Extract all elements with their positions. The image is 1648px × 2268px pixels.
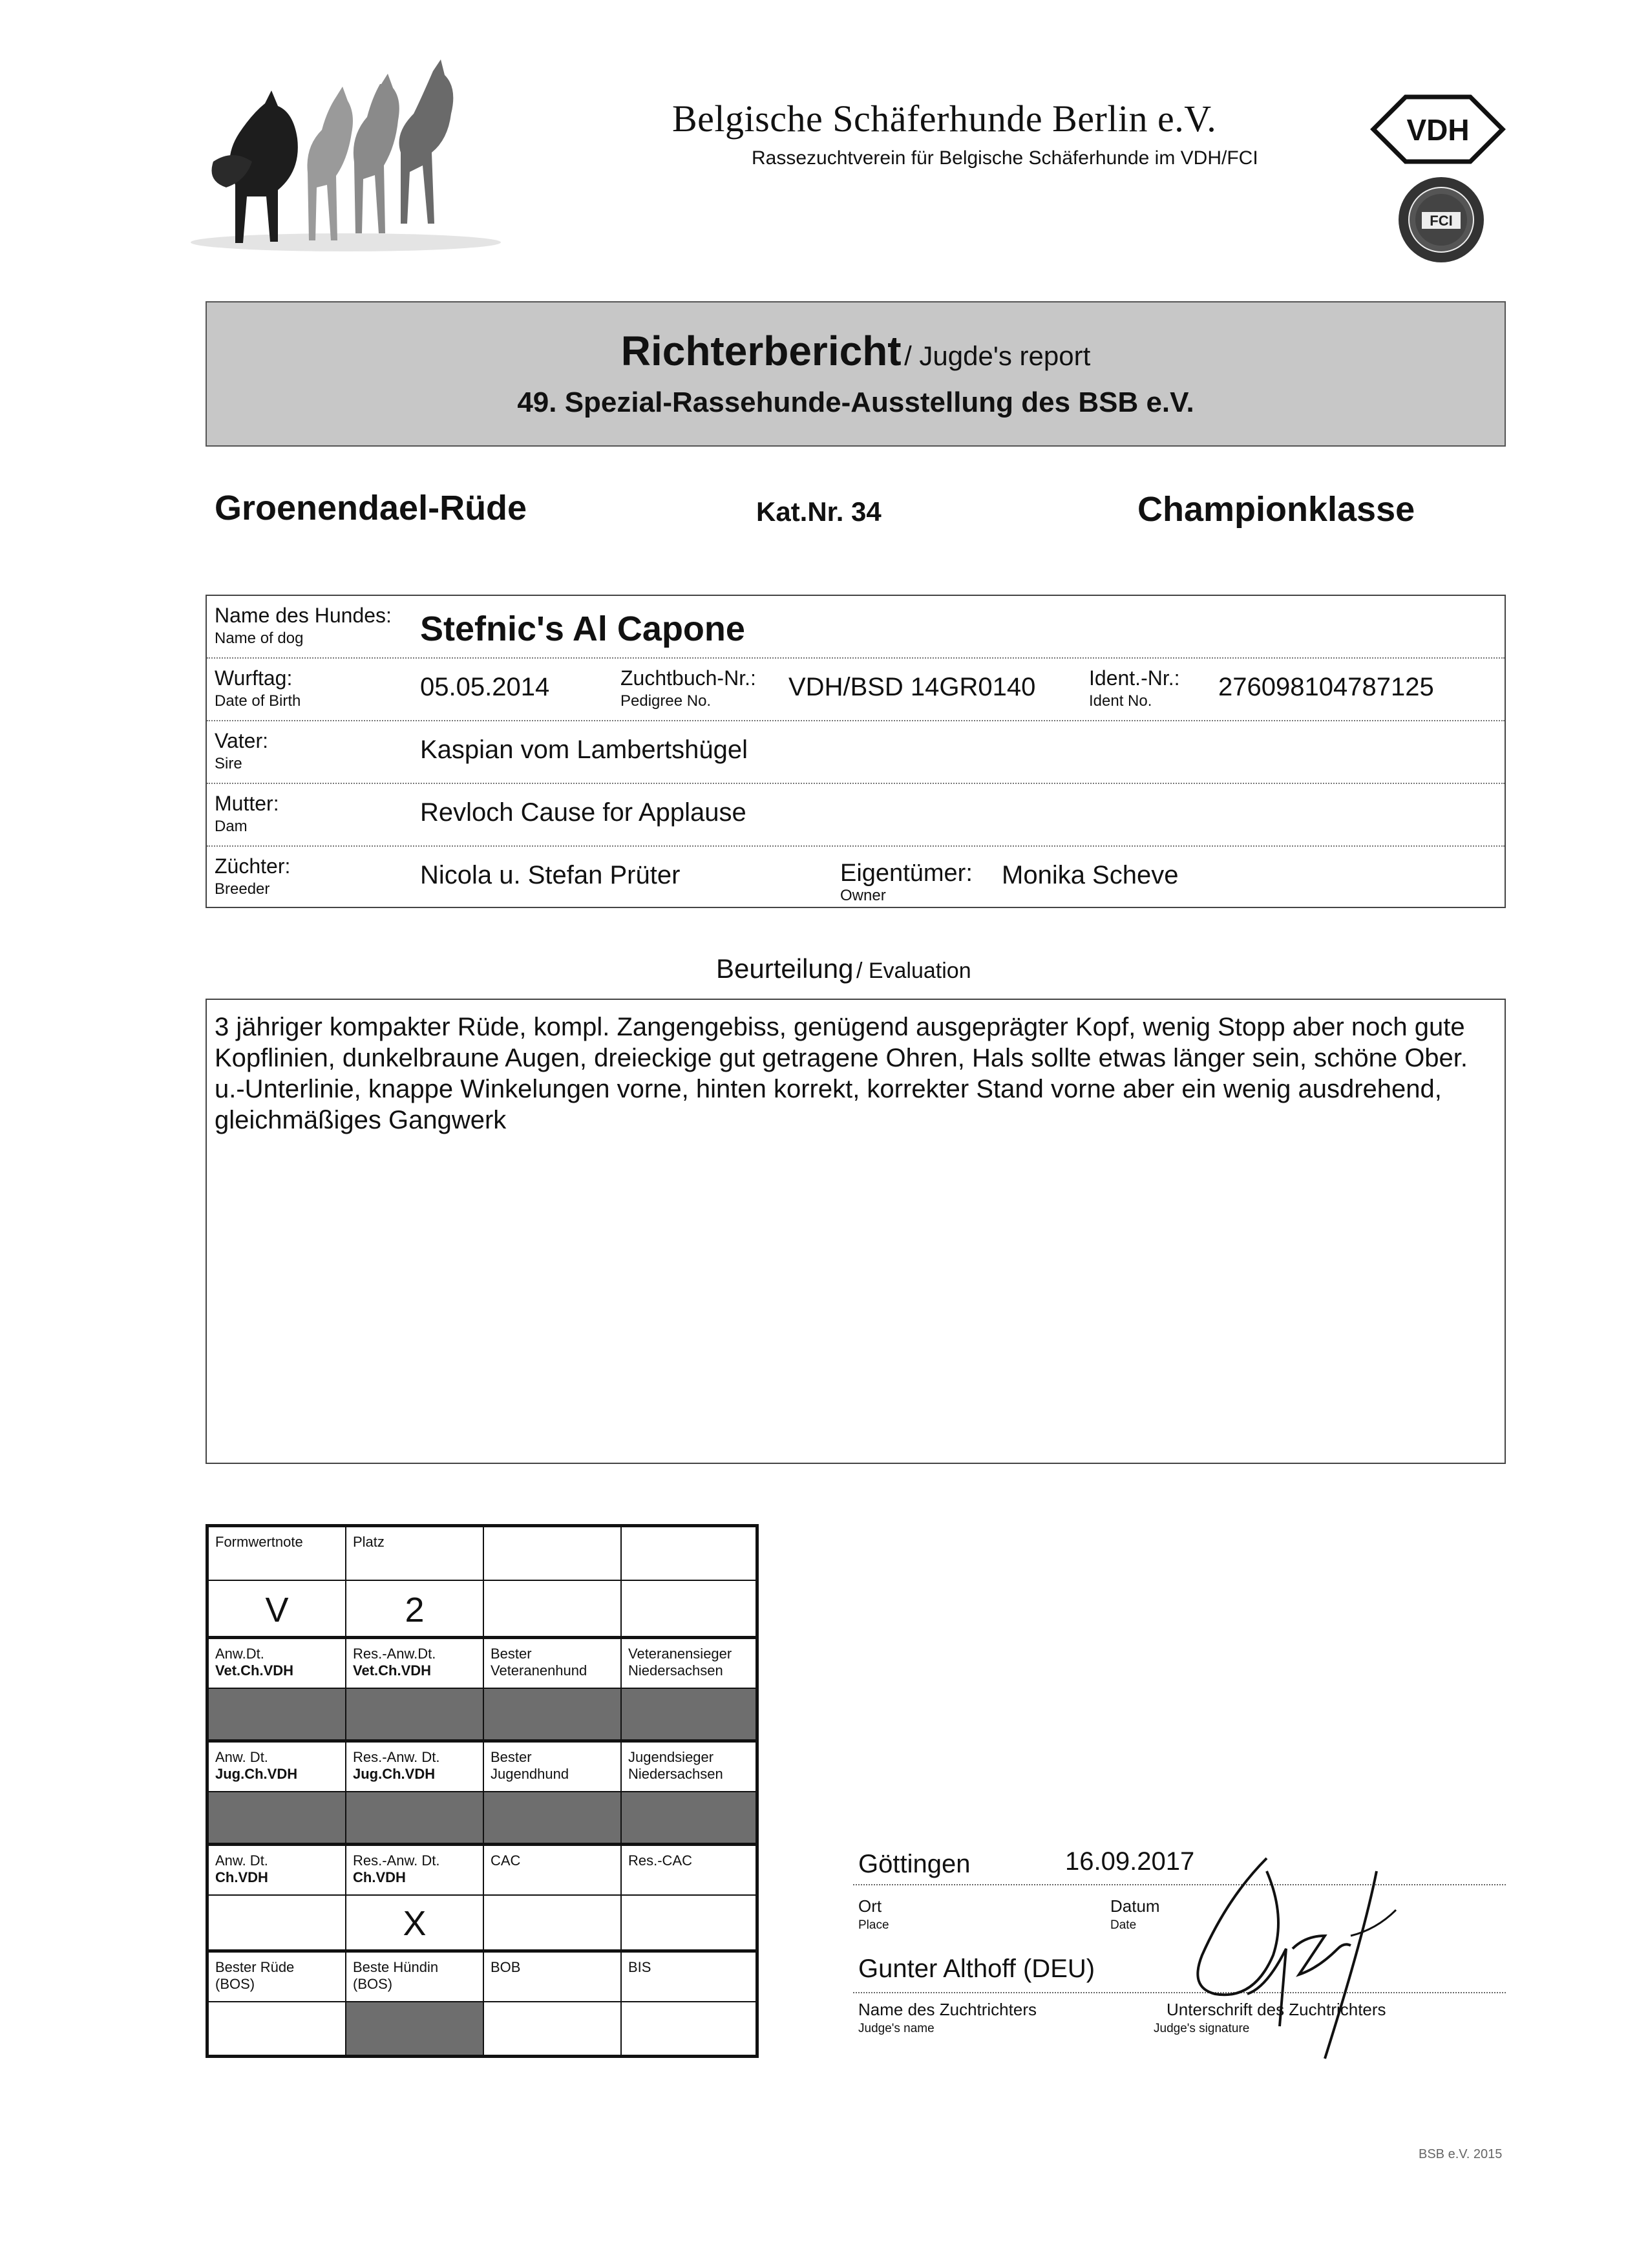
junior-winner-label: Jugendsieger Niedersachsen [628,1749,723,1782]
club-subtitle: Rassezuchtverein für Belgische Schäferhunde im VDH/FCI [752,147,1258,169]
judge-name-label: Name des Zuchtrichters [858,2000,1037,2019]
grid-header-row [209,1527,755,1581]
row-dog-name [207,596,1505,659]
row-sire [207,721,1505,784]
bis-label: BIS [628,1959,651,1975]
form-version: BSB e.V. 2015 [1419,2147,1503,2161]
veteran-winner-label: Veteranensieger Niedersachsen [628,1646,732,1679]
grid-empty-cell [622,1527,759,1580]
junior-label-row [209,1743,755,1792]
place-label: Ort [858,1896,882,1916]
fci-logo [1396,175,1486,265]
dam-value: Revloch Cause for Applause [420,798,746,827]
judge-name-label-en: Judge's name [858,2022,935,2035]
evaluation-text: 3 jähriger kompakter Rüde, kompl. Zangengebiss, genügend ausgeprägter Kopf, wenig Stopp aber noch gute Kopflinien, dunkelbraune Augen, dreieckige gut getragene Ohren, Hals sollte etwas länger sein, schöne Ober. u.-Unterlinie, knappe Winkelungen vorne, hinten korrekt, korrekter Stand vorne aber ein wenig ausdrehend, gleichmäßiges Gangwerk [215,1013,1468,1134]
judge-signature [1183,1845,1454,2065]
grid-shaded-cell [622,1689,759,1739]
grid-empty-cell [484,1896,622,1949]
grid-shaded-cell [346,2002,484,2055]
vdh-logo [1370,94,1506,165]
best-male-label: Bester Rüde (BOS) [209,1953,346,2001]
platz-value: 2 [346,1581,484,1636]
label-breeder: Züchter: [215,854,291,878]
grid-shaded-cell [484,1792,622,1843]
evaluation-box [206,999,1506,1464]
label-pedigree-en: Pedigree No. [620,692,712,710]
formwertnote-label: Formwertnote [209,1527,346,1580]
pedigree-value: VDH/BSD 14GR0140 [788,673,1036,701]
owner-value: Monika Scheve [1002,861,1179,889]
best-female-label: Beste Hündin (BOS) [346,1953,484,2001]
label-dog-name-en: Name of dog [215,630,304,647]
place-value: Göttingen [858,1850,971,1878]
vet-anw-label: Anw.Dt. Vet.Ch.VDH [209,1639,346,1688]
grid-empty-cell [622,1581,759,1636]
ch-anw-label: Anw. Dt. Ch.VDH [209,1846,346,1894]
ident-value: 276098104787125 [1218,673,1434,701]
report-banner [206,301,1506,447]
grid-empty-cell [209,1896,346,1949]
label-sire: Vater: [215,729,268,752]
cac-label: CAC [484,1846,622,1894]
label-owner: Eigentümer: [840,860,973,887]
breeder-value: Nicola u. Stefan Prüter [420,861,681,889]
label-dam: Mutter: [215,792,279,815]
res-anw-ch-mark: X [346,1896,484,1949]
fci-logo-text: FCI [1430,213,1453,229]
label-sire-en: Sire [215,755,242,772]
platz-label: Platz [346,1527,484,1580]
label-dam-en: Dam [215,818,248,835]
ch-res-anw-label: Res.-Anw. Dt. Ch.VDH [346,1846,484,1894]
judge-name-value: Gunter Althoff (DEU) [858,1955,1095,1983]
catalog-number: Kat.Nr. 34 [756,496,882,527]
dog-info-table [206,595,1506,908]
report-title-en: / Jugde's report [904,341,1091,371]
sire-value: Kaspian vom Lambertshügel [420,736,748,764]
signature-label: Unterschrift des Zuchtrichters [1167,2000,1386,2019]
evaluation-title-en: / Evaluation [856,959,971,983]
grid-shaded-cell [622,1792,759,1843]
grid-value-row [209,1581,755,1639]
grid-shaded-cell [209,1689,346,1739]
grid-empty-cell [484,1581,622,1636]
veteran-shaded-row [209,1689,755,1743]
club-name: Belgische Schäferhunde Berlin e.V. [672,98,1217,140]
grid-shaded-cell [484,1689,622,1739]
champion-label-row [209,1846,755,1896]
best-veteran-label: Bester Veteranenhund [484,1639,622,1688]
grid-empty-cell [622,1896,759,1949]
grid-empty-cell [209,2002,346,2055]
jug-anw-label: Anw. Dt. Jug.Ch.VDH [209,1743,346,1791]
jug-res-anw-label: Res.-Anw. Dt. Jug.Ch.VDH [346,1743,484,1791]
grid-empty-cell [622,2002,759,2055]
label-ident-en: Ident No. [1089,692,1152,710]
row-birth-pedigree [207,659,1505,721]
label-ident: Ident.-Nr.: [1089,666,1180,690]
banner-title [207,327,1505,375]
date-label-en: Date [1110,1918,1137,1932]
report-title: Richterbericht [620,328,902,374]
junior-shaded-row [209,1792,755,1846]
res-cac-label: Res.-CAC [628,1852,693,1869]
grid-shaded-cell [346,1689,484,1739]
best-mark-row [209,2002,755,2055]
show-class: Championklasse [1137,490,1415,529]
grid-shaded-cell [346,1792,484,1843]
dog-name: Stefnic's Al Capone [420,609,745,648]
signature-label-en: Judge's signature [1154,2022,1250,2035]
show-name: 49. Spezial-Rassehunde-Ausstellung des BSB e.V. [517,387,1194,418]
label-breeder-en: Breeder [215,880,270,898]
label-pedigree: Zuchtbuch-Nr.: [620,666,756,690]
label-owner-en: Owner [840,887,886,904]
row-dam [207,784,1505,847]
grid-shaded-cell [209,1792,346,1843]
vet-res-anw-label: Res.-Anw.Dt. Vet.Ch.VDH [346,1639,484,1688]
row-breeder-owner [207,847,1505,909]
label-dob: Wurftag: [215,666,293,690]
place-label-en: Place [858,1918,889,1932]
veteran-label-row [209,1639,755,1689]
evaluation-title-de: Beurteilung [716,953,854,984]
best-label-row [209,1953,755,2002]
grid-empty-cell [484,2002,622,2055]
date-value: 16.09.2017 [1065,1847,1195,1876]
bob-label: BOB [484,1953,622,2001]
grid-empty-cell [484,1527,622,1580]
best-junior-label: Bester Jugendhund [484,1743,622,1791]
date-label: Datum [1110,1896,1160,1916]
formwertnote-value: V [209,1581,346,1636]
label-dog-name: Name des Hundes: [215,604,392,627]
label-dob-en: Date of Birth [215,692,301,710]
club-dogs-logo [187,58,504,252]
breed-sex: Groenendael-Rüde [215,489,527,527]
results-grid [206,1524,759,2058]
dob-value: 05.05.2014 [420,673,550,701]
champion-mark-row [209,1896,755,1953]
vdh-logo-text: VDH [1406,113,1470,147]
evaluation-title [716,953,971,984]
